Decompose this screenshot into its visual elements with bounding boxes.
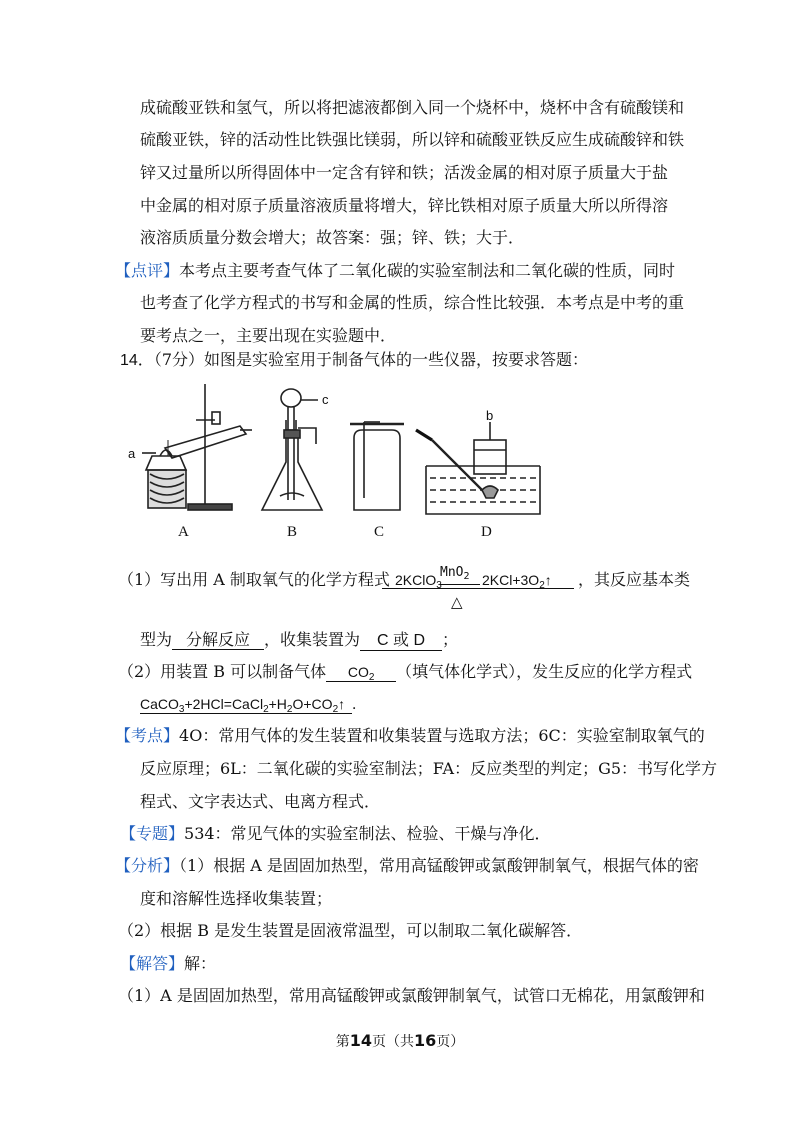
label-a: a <box>128 446 136 461</box>
question-text: 如图是实验室用于制备气体的一些仪器，按要求答题： <box>204 350 589 369</box>
footer-total-pages: 16 <box>414 1031 437 1050</box>
apparatus-figure <box>0 378 800 548</box>
label-apparatus-b: B <box>287 524 298 540</box>
zhuanti-text: 534：常见气体的实验室制法、检验、干燥与净化． <box>184 824 551 843</box>
jieda-text: 解： <box>184 954 217 973</box>
footer-page-number: 14 <box>349 1031 372 1050</box>
part2-line-1 <box>118 662 692 682</box>
fenxi-line-3: （2）根据 B 是发生装置是固液常温型，可以制取二氧化碳解答． <box>118 921 583 940</box>
part2-line-2 <box>140 694 366 714</box>
apparatus-d-drawing <box>416 422 540 514</box>
part1-end: ； <box>442 630 459 649</box>
question-heading <box>120 350 588 371</box>
kaodian-line-2: 反应原理；6L：二氧化碳的实验室制法；FA：反应类型的判定；G5：书写化学方 <box>140 759 718 778</box>
fenxi-line-1 <box>115 856 699 876</box>
jieda-line-1: （1）A 是固固加热型，常用高锰酸钾或氯酸钾制氧气，试管口无棉花，用氯酸钾和 <box>118 986 705 1005</box>
intro-line-4: 中金属的相对原子质量溶液质量将增大，锌比铁相对原子质量大所以所得溶 <box>140 196 669 215</box>
part2-mid: （填气体化学式），发生反应的化学方程式 <box>396 662 693 681</box>
label-apparatus-a: A <box>178 524 189 540</box>
jieda-line <box>120 954 216 974</box>
kaodian-line-3: 程式、文字表达式、电离方程式． <box>140 792 381 811</box>
part1-equation-left: 2KClO$_3$ <box>395 572 442 591</box>
label-apparatus-d: D <box>481 524 492 540</box>
apparatus-a-drawing <box>142 384 252 510</box>
zhuanti-line <box>120 824 551 844</box>
intro-line-2: 硫酸亚铁，锌的活动性比铁强比镁弱，所以锌和硫酸亚铁反应生成硫酸锌和铁 <box>140 130 685 149</box>
reaction-arrow-line <box>440 584 480 585</box>
fenxi-tag: 【分析】 <box>115 856 180 875</box>
fenxi-line-2: 度和溶解性选择收集装置； <box>140 889 333 908</box>
footer-post: 页） <box>436 1034 465 1050</box>
catalyst-label: MnO$_2$ <box>440 565 470 582</box>
intro-line-5: 液溶质质量分数会增大；故答案：强；锌、铁；大于． <box>140 228 525 247</box>
label-apparatus-c: C <box>374 524 385 540</box>
part1-line-2 <box>140 630 458 651</box>
part2-end: ． <box>352 696 366 712</box>
label-c: c <box>322 392 329 407</box>
zhuanti-tag: 【专题】 <box>120 824 185 843</box>
part1-prefix: （1）写出用 A 制取氧气的化学方程式 <box>118 570 390 589</box>
part1-equation-right: $2KCl+3O_2↑$ <box>482 572 552 591</box>
part2-prefix: （2）用装置 B 可以制备气体 <box>118 662 327 681</box>
heat-symbol: △ <box>451 593 463 611</box>
label-b: b <box>486 408 494 423</box>
gas-answer: $CO_2$ <box>326 663 396 682</box>
part1-type-prefix: 型为 <box>140 630 173 649</box>
kaodian-text-1: 4O：常用气体的发生装置和收集装置与选取方法；6C：实验室制取氧气的 <box>179 726 705 745</box>
part1-collect-prefix: ，收集装置为 <box>264 630 361 649</box>
question-number: 14． <box>120 352 154 369</box>
part2-equation-answer: $CaCO_3+2HCl=CaCl_2+H_2O+CO_2↑$ <box>140 695 352 714</box>
dianping-line-2: 也考查了化学方程式的书写和金属的性质，综合性比较强．本考点是中考的重 <box>140 293 685 312</box>
part1-line-1 <box>118 570 390 590</box>
footer-mid: 页（共 <box>372 1034 414 1050</box>
apparatus-b-drawing <box>262 389 322 510</box>
kaodian-line-1 <box>115 726 705 746</box>
dianping-text-1: 本考点主要考查气体了二氧化碳的实验室制法和二氧化碳的性质，同时 <box>179 261 676 280</box>
fenxi-text-1: （1）根据 A 是固固加热型，常用高锰酸钾或氯酸钾制氧气，根据气体的密 <box>179 856 699 875</box>
intro-line-1: 成硫酸亚铁和氢气，所以将把滤液都倒入同一个烧杯中，烧杯中含有硫酸镁和 <box>140 98 685 117</box>
collect-answer: C 或 D <box>360 632 442 651</box>
apparatus-c-drawing <box>350 422 404 510</box>
dianping-line-1 <box>115 261 675 281</box>
question-points: （7分） <box>153 350 204 369</box>
page-footer <box>0 1031 800 1051</box>
dianping-line-3: 要考点之一，主要出现在实验题中． <box>140 326 397 345</box>
dianping-tag: 【点评】 <box>115 261 180 280</box>
reaction-type-answer: 分解反应 <box>172 631 264 650</box>
footer-pre: 第 <box>335 1034 350 1050</box>
part1-suffix: ，其反应基本类 <box>578 570 691 589</box>
jieda-tag: 【解答】 <box>120 954 185 973</box>
kaodian-tag: 【考点】 <box>115 726 180 745</box>
intro-line-3: 锌又过量所以所得固体中一定含有锌和铁；活泼金属的相对原子质量大于盐 <box>140 163 669 182</box>
